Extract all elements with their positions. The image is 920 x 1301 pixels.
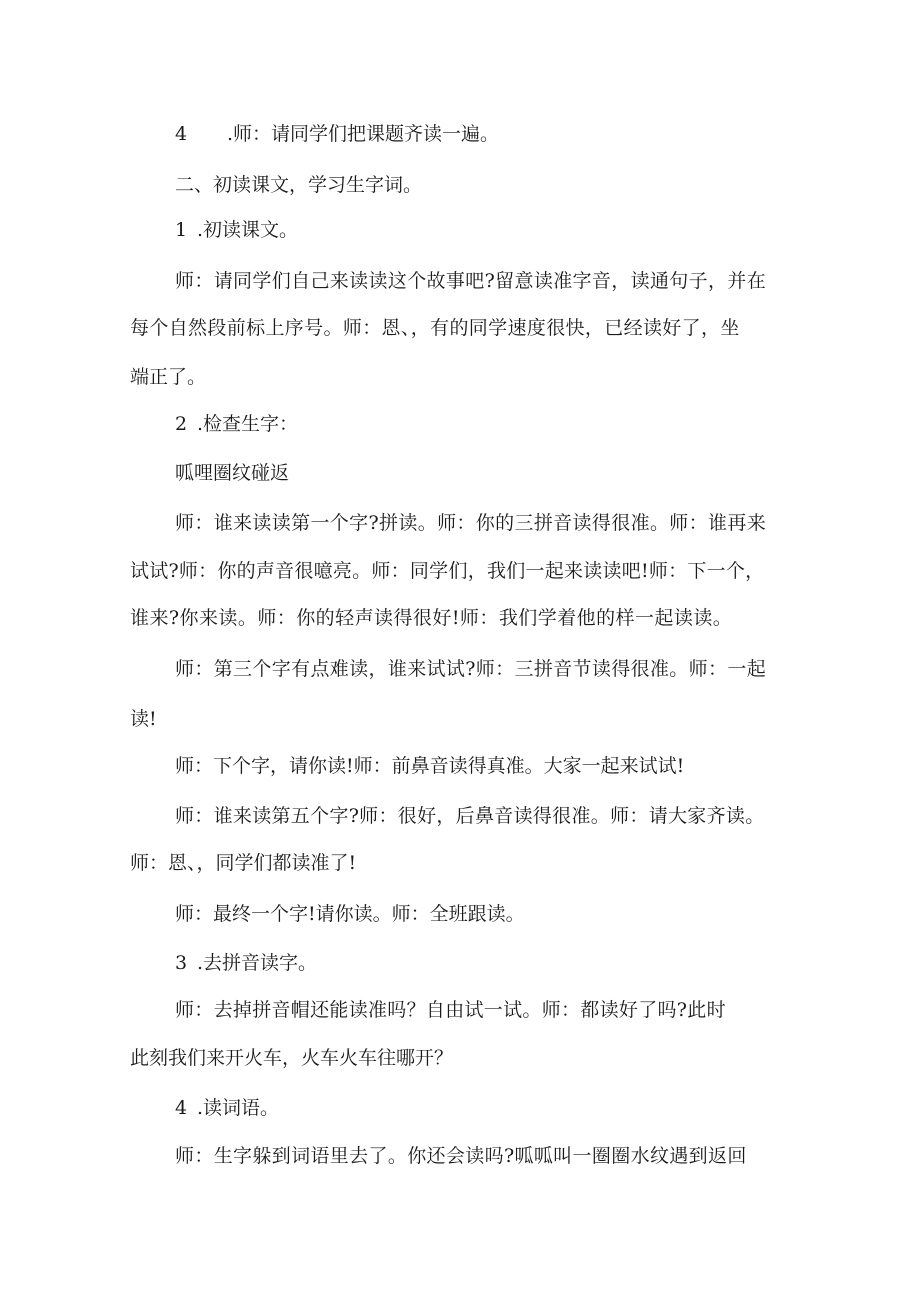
- paragraph-line: [130, 706, 157, 732]
- paragraph-line: [130, 364, 206, 390]
- line-text: 师：第三个字有点难读，谁来试试?师：三拼音节读得很准。师：一起: [175, 658, 767, 680]
- line-text: 师：下个字，请你读!师：前鼻音读得真准。大家一起来试试!: [175, 755, 685, 777]
- paragraph-line: [130, 850, 356, 876]
- paragraph-line: [175, 268, 766, 294]
- line-text: .去拼音读字。: [197, 952, 318, 974]
- paragraph-line: [130, 315, 740, 341]
- paragraph-line: [175, 901, 525, 927]
- paragraph-line: [130, 1045, 453, 1071]
- line-text: 二、初读课文，学习生字词。: [175, 174, 423, 196]
- line-text: 师：谁来读读第一个字?拼读。师：你的三拼音读得很准。师：谁再来: [175, 512, 767, 534]
- line-text: 师：生字躲到词语里去了。你还会读吗?呱呱叫一圈圈水纹遇到返回: [175, 1145, 747, 1167]
- paragraph-line: [130, 605, 732, 631]
- line-text: 师：请同学们自己来读读这个故事吧?留意读准字音，读通句子，并在: [175, 270, 767, 292]
- paragraph-line: [175, 460, 289, 486]
- line-text: 读!: [130, 708, 157, 730]
- paragraph-line: [175, 950, 317, 976]
- line-text: .初读课文。: [197, 219, 299, 241]
- paragraph-line: [175, 1143, 747, 1169]
- paragraph-line: [175, 217, 298, 243]
- paragraph-line: [175, 121, 499, 147]
- list-number: 4: [175, 123, 188, 145]
- line-text: 谁来?你来读。师：你的轻声读得很好!师：我们学着他的样一起读读。: [130, 607, 733, 629]
- paragraph-line: [175, 411, 298, 437]
- line-text: 端正了。: [130, 366, 207, 388]
- line-text: 每个自然段前标上序号。师：恩、，有的同学速度很快，已经读好了，坐: [130, 317, 740, 339]
- list-number: 2: [175, 413, 188, 435]
- paragraph-line: [130, 558, 764, 584]
- line-text: 师：最终一个字!请你读。师：全班跟读。: [175, 903, 525, 925]
- list-number: 4: [175, 1097, 188, 1119]
- paragraph-line: [175, 656, 766, 682]
- line-text: .读词语。: [197, 1097, 280, 1119]
- list-number: 3: [175, 952, 188, 974]
- line-text: 呱哩圈纹碰返: [175, 462, 290, 484]
- line-text: 试试?师：你的声音很噫亮。师：同学们，我们一起来读读吧!师：下一个，: [130, 560, 765, 582]
- line-text: .检查生字：: [197, 413, 299, 435]
- line-text: 师：去掉拼音帽还能读准吗？自由试一试。师：都读好了吗?此时: [175, 999, 726, 1021]
- paragraph-line: [175, 510, 766, 536]
- list-number: 1: [175, 219, 188, 241]
- line-text: 师：恩、，同学们都读准了!: [130, 852, 357, 874]
- paragraph-line: [175, 753, 684, 779]
- line-text: 此刻我们来开火车，火车火车往哪开？: [130, 1047, 454, 1069]
- section-heading: [175, 172, 422, 198]
- paragraph-line: [175, 803, 765, 829]
- line-text: 师：谁来读第五个字?师：很好，后鼻音读得很准。师：请大家齐读。: [175, 805, 765, 827]
- paragraph-line: [175, 997, 726, 1023]
- paragraph-line: [175, 1095, 279, 1121]
- line-text: .师：请同学们把课题齐读一遍。: [227, 123, 500, 145]
